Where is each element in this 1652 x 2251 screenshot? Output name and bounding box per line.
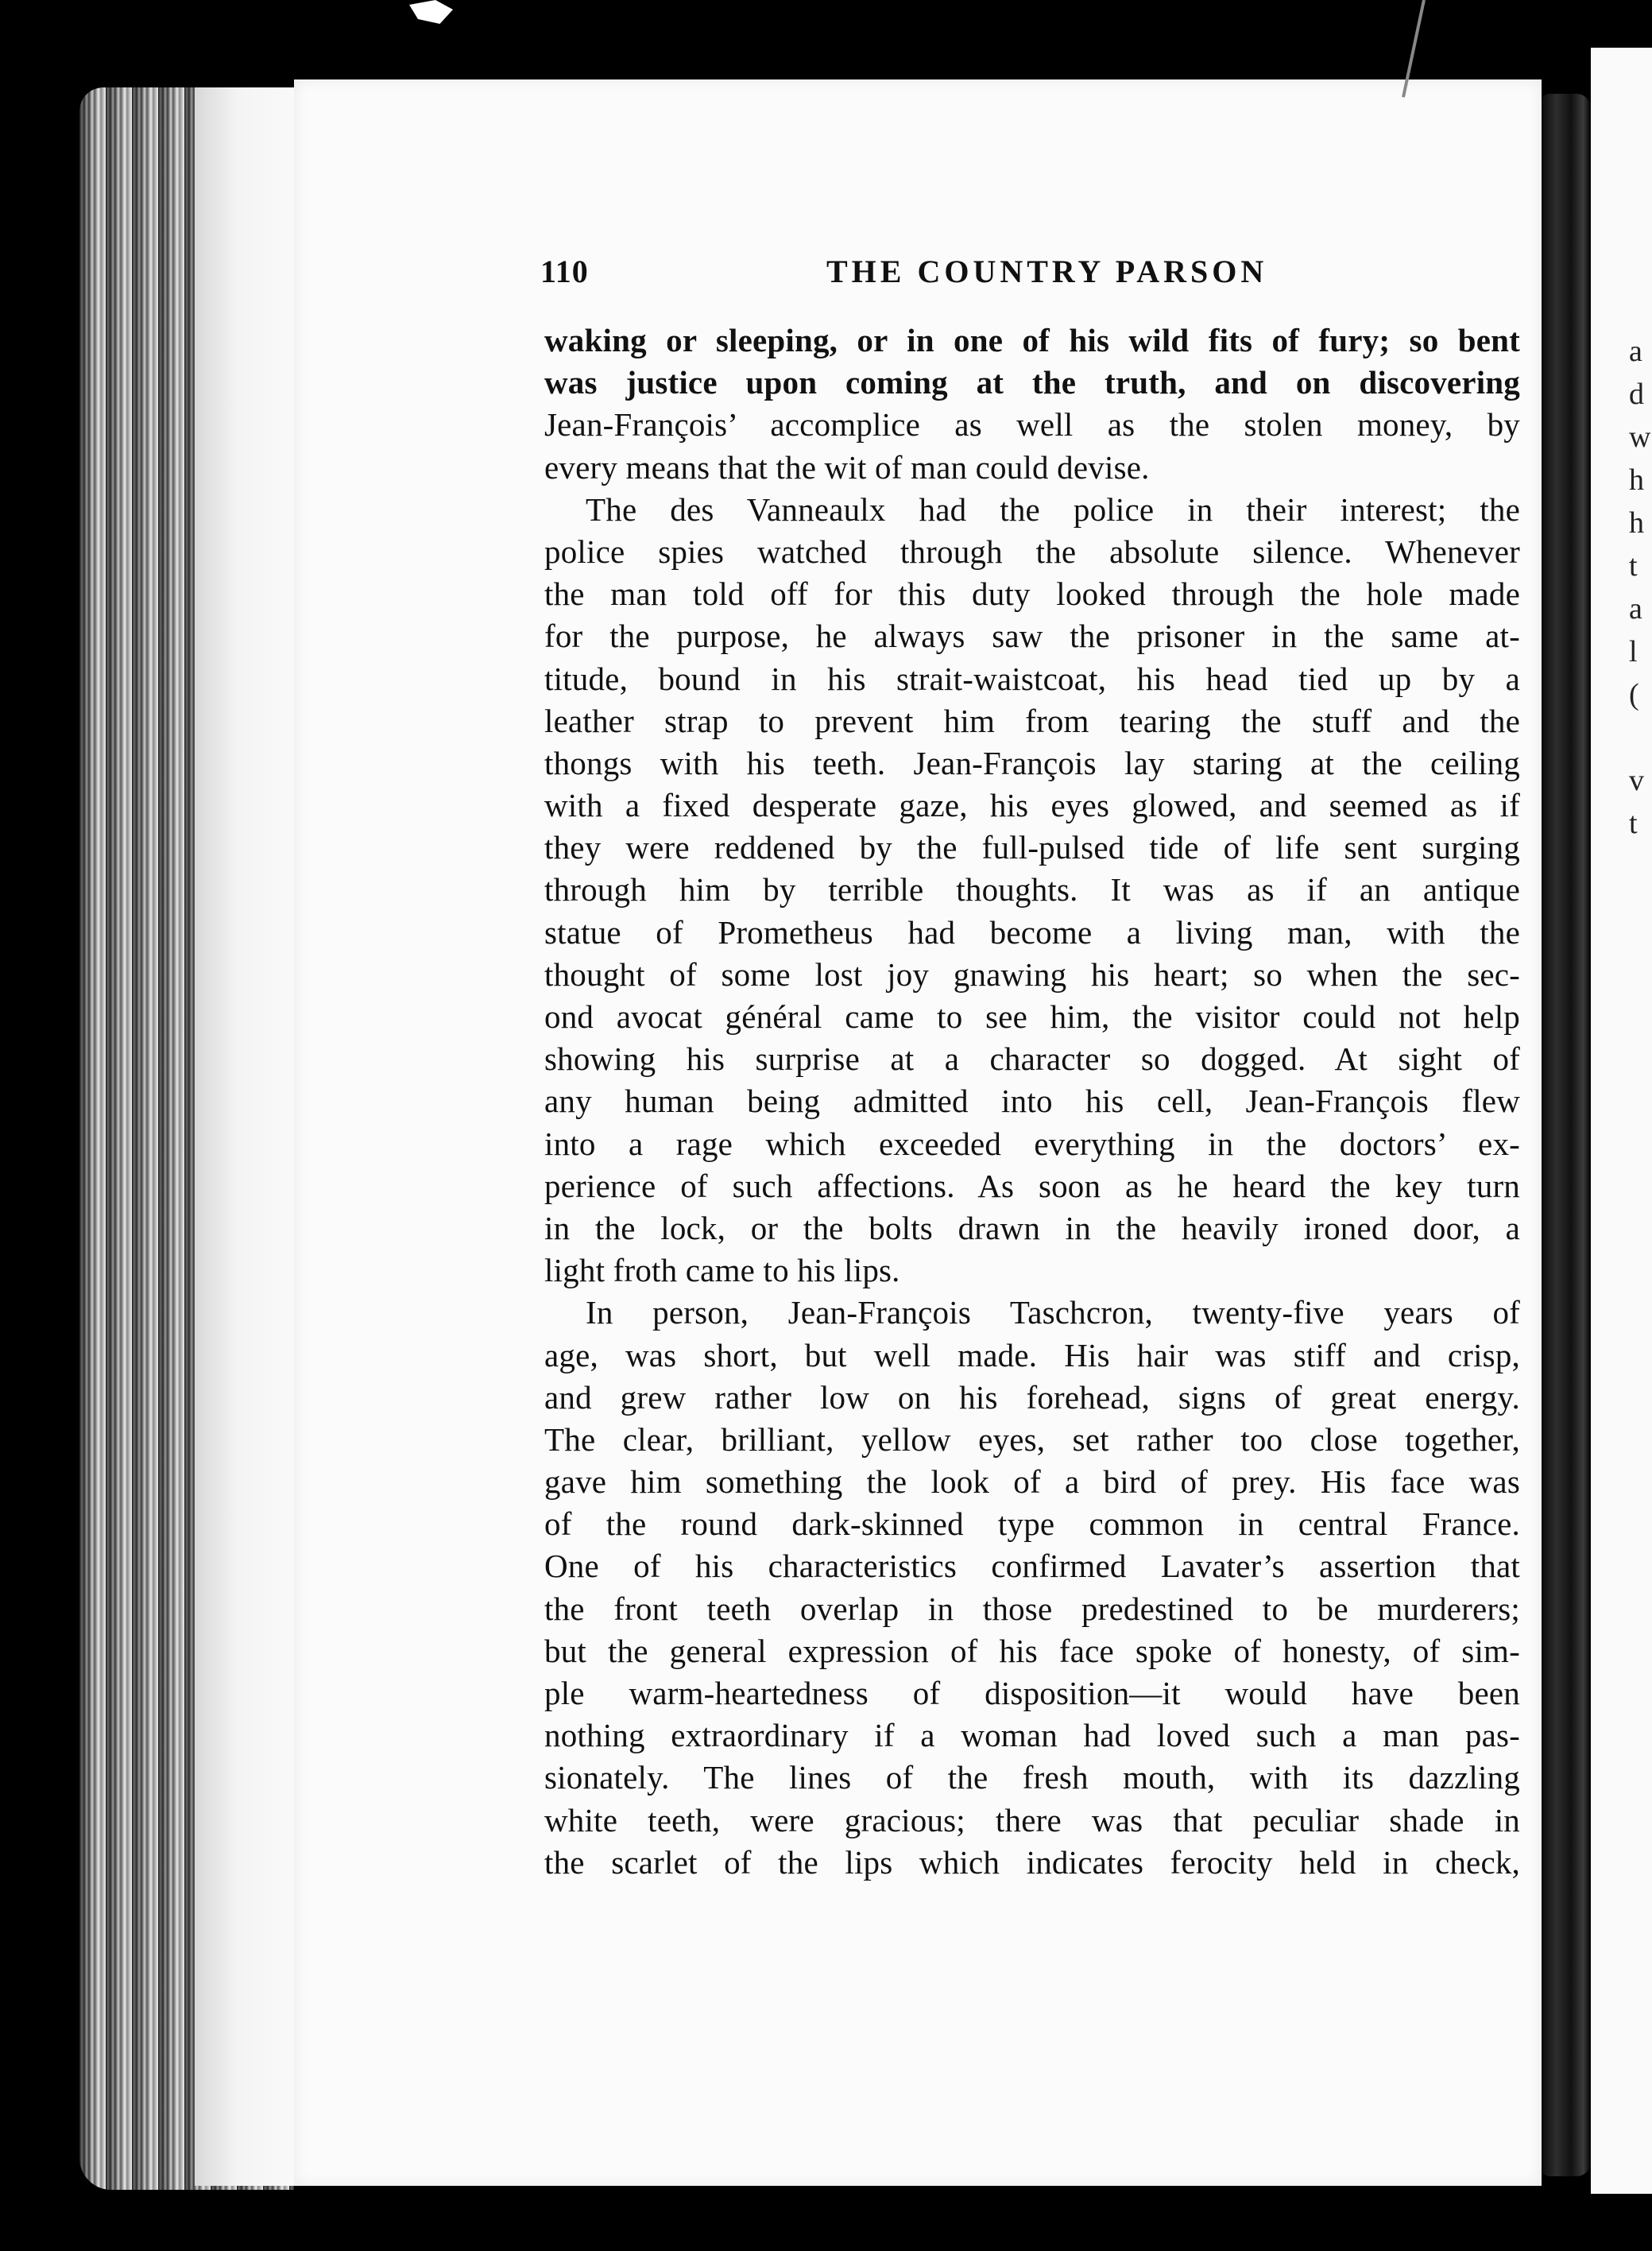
- facing-page-fragment: a: [1629, 335, 1642, 368]
- text-line: thongs with his teeth. Jean-François lay staring at the ceiling: [544, 744, 1520, 781]
- facing-page-fragment: [1629, 716, 1652, 759]
- text-line: they were reddened by the full-pulsed tide of life sent surging: [544, 829, 1520, 866]
- scan-artifact: [409, 0, 453, 24]
- text-line: thought of some lost joy gnawing his heart; so when the sec-: [544, 955, 1520, 993]
- text-line: white teeth, were gracious; there was that peculiar shade in: [544, 1801, 1520, 1838]
- running-title: THE COUNTRY PARSON: [826, 254, 1268, 289]
- text-line: In person, Jean-François Taschcron, twenty-five years of: [586, 1294, 1520, 1331]
- running-head: [540, 253, 1510, 300]
- facing-page-fragment: w: [1629, 420, 1651, 454]
- facing-page-fragment: a: [1629, 592, 1642, 626]
- text-line: police spies watched through the absolute silence. Whenever: [544, 533, 1520, 570]
- text-line: the front teeth overlap in those predestined to be murderers;: [544, 1590, 1520, 1627]
- text-line: ple warm-heartedness of disposition—it would have been: [544, 1675, 1520, 1711]
- body-text: [544, 320, 1520, 1884]
- text-line: of the round dark-skinned type common in central France.: [544, 1505, 1520, 1543]
- text-line: with a fixed desperate gaze, his eyes glowed, and seemed as if: [544, 787, 1520, 824]
- facing-page-fragment: l: [1629, 635, 1638, 668]
- facing-page-fragment: h: [1629, 463, 1644, 497]
- text-line: One of his characteristics confirmed Lavater’s assertion that: [544, 1548, 1520, 1585]
- text-line: statue of Prometheus had become a living man, with the: [544, 913, 1520, 951]
- facing-page-fragment: (: [1629, 678, 1639, 711]
- text-line: waking or sleeping, or in one of his wild fits of fury; so bent: [544, 322, 1520, 358]
- text-line: showing his surprise at a character so dogged. At sight of: [544, 1040, 1520, 1078]
- text-line: Jean-François’ accomplice as well as the stolen money, by: [544, 406, 1520, 444]
- facing-page-fragment: h: [1629, 506, 1644, 540]
- text-line: The des Vanneaulx had the police in their interest; the: [586, 490, 1520, 528]
- text-line: through him by terrible thoughts. It was as if an antique: [544, 871, 1520, 909]
- text-line: in the lock, or the bolts drawn in the heavily ironed door, a: [544, 1209, 1520, 1246]
- text-line: for the purpose, he always saw the prisoner in the same at-: [544, 618, 1520, 655]
- text-line: but the general expression of his face spoke of honesty, of sim-: [544, 1632, 1520, 1669]
- facing-page-fragment: t: [1629, 549, 1638, 583]
- text-line: any human being admitted into his cell, Jean-François flew: [544, 1083, 1520, 1120]
- text-line: leather strap to prevent him from tearing the stuff and the: [544, 702, 1520, 739]
- text-line: and grew rather low on his forehead, signs of great energy.: [544, 1378, 1520, 1416]
- text-line: gave him something the look of a bird of prey. His face was: [544, 1463, 1520, 1501]
- facing-page-fragment: t: [1629, 807, 1638, 840]
- text-line: was justice upon coming at the truth, and on discovering: [544, 364, 1520, 401]
- text-line: ond avocat général came to see him, the visitor could not help: [544, 998, 1520, 1035]
- page-number: 110: [540, 254, 589, 289]
- book-page-edges-light: [195, 87, 302, 2186]
- text-line: every means that the wit of man could devise.: [544, 448, 1150, 486]
- text-line: light froth came to his lips.: [544, 1252, 900, 1289]
- book-binding: [1542, 94, 1591, 2176]
- text-line: sionately. The lines of the fresh mouth, with its dazzling: [544, 1759, 1520, 1796]
- facing-page-fragments: [1629, 330, 1652, 845]
- text-line: age, was short, but well made. His hair was stiff and crisp,: [544, 1336, 1520, 1373]
- text-line: perience of such affections. As soon as he heard the key turn: [544, 1167, 1520, 1204]
- facing-page-fragment: d: [1629, 378, 1644, 411]
- text-line: titude, bound in his strait-waistcoat, his head tied up by a: [544, 660, 1520, 697]
- text-line: the man told off for this duty looked through the hole made: [544, 575, 1520, 613]
- text-line: the scarlet of the lips which indicates ferocity held in check,: [544, 1843, 1520, 1881]
- text-line: The clear, brilliant, yellow eyes, set rather too close together,: [544, 1420, 1520, 1458]
- text-line: into a rage which exceeded everything in the doctors’ ex-: [544, 1125, 1520, 1162]
- text-line: nothing extraordinary if a woman had loved such a man pas-: [544, 1717, 1520, 1754]
- facing-page-fragment: v: [1629, 764, 1644, 797]
